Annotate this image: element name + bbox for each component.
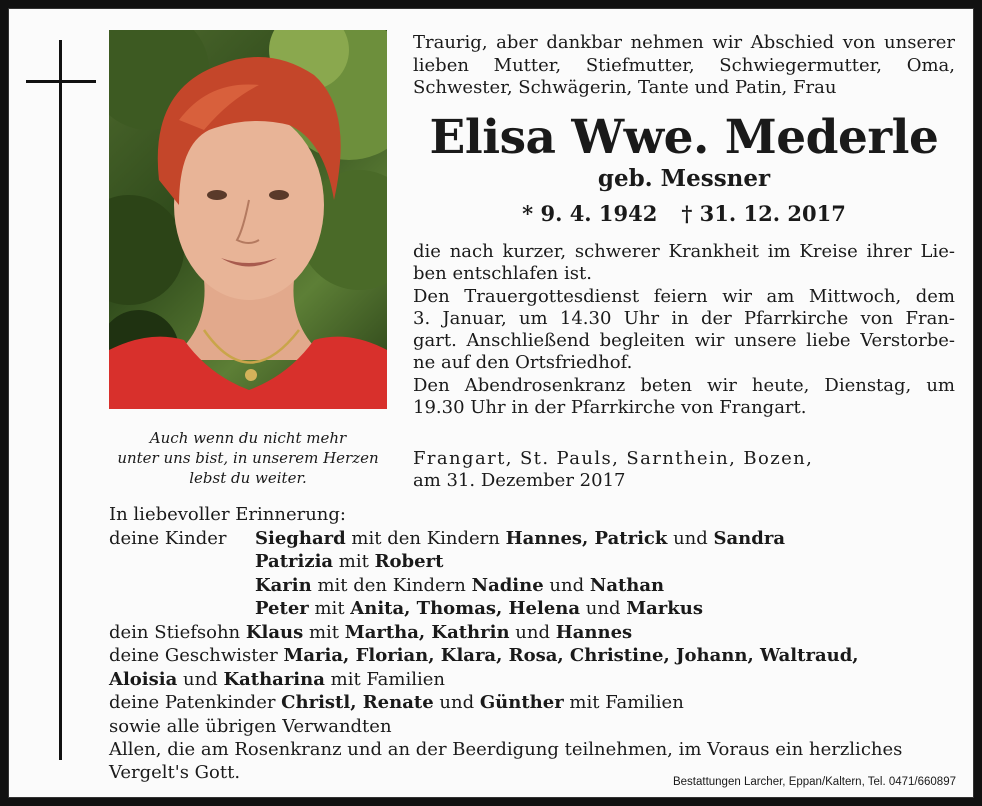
text-line: ne auf den Ortsfriedhof. — [413, 352, 633, 374]
child-row: deine Kinder Sieghard mit den Kindern Hannes, Patrick und Sandra — [109, 527, 785, 549]
godchildren-row: deine Patenkinder Christl, Renate und Günther mit Familien — [109, 692, 684, 713]
family-intro: In liebevoller Erinnerung: — [109, 504, 346, 525]
death-date: † 31. 12. 2017 — [681, 201, 846, 226]
memorial-quote — [109, 428, 387, 488]
child-row: Karin mit den Kindern Nadine und Nathan — [255, 574, 665, 596]
places: Frangart, St. Pauls, Sarnthein, Bozen, — [413, 448, 814, 469]
quote-line: unter uns bist, in unserem Herzen — [117, 449, 379, 467]
life-dates — [413, 199, 955, 229]
date-line: am 31. Dezember 2017 — [413, 470, 626, 492]
others-row: sowie alle übrigen Verwandten — [109, 715, 392, 737]
maiden-name: geb. Messner — [597, 165, 771, 192]
cross-icon-bar — [26, 80, 96, 83]
cross-icon — [59, 40, 62, 760]
text-line: 3. Januar, um 14.30 Uhr in der Pfarrkirche von Fran- — [413, 307, 955, 329]
funeral-home-credit: Bestattungen Larcher, Eppan/Kaltern, Tel. 0471/660897 — [672, 776, 956, 788]
siblings-row-cont: Aloisia und Katharina mit Familien — [109, 668, 445, 690]
text-line: die nach kurzer, schwerer Krankheit im Kreise ihrer Lie- — [413, 241, 955, 262]
closing-line: Allen, die am Rosenkranz und an der Beerdigung teilnehmen, im Voraus ein herzliches — [109, 739, 903, 760]
text-line: Den Trauergottesdienst feiern wir am Mittwoch, dem — [413, 285, 955, 307]
deceased-name: Elisa Wwe. Mederle — [429, 110, 939, 165]
stepson-row: dein Stiefsohn Klaus mit Martha, Kathrin und Hannes — [109, 621, 633, 643]
child-row: Peter mit Anita, Thomas, Helena und Markus — [255, 598, 703, 619]
text-line: 19.30 Uhr in der Pfarrkirche von Frangart. — [413, 397, 807, 419]
text-line: Den Abendrosenkranz beten wir heute, Dienstag, um — [413, 374, 955, 396]
text-line: ben entschlafen ist. — [413, 263, 592, 285]
birth-date: * 9. 4. 1942 — [522, 201, 658, 226]
siblings-row: deine Geschwister Maria, Florian, Klara, Rosa, Christine, Johann, Waltraud, — [109, 645, 859, 666]
intro-line: Schwester, Schwägerin, Tante und Patin, Frau — [413, 77, 837, 98]
intro-line: Traurig, aber dankbar nehmen wir Abschied von unserer — [413, 32, 955, 53]
quote-line: Auch wenn du nicht mehr — [149, 429, 347, 447]
quote-line: lebst du weiter. — [189, 469, 307, 487]
place-and-date — [413, 448, 873, 493]
intro-text — [413, 32, 955, 100]
closing-line: Vergelt's Gott. — [109, 761, 241, 783]
intro-line: lieben Mutter, Stiefmutter, Schwiegermutter, Oma, — [413, 54, 955, 76]
kinder-label: deine Kinder — [109, 527, 227, 549]
family-list — [109, 503, 959, 738]
portrait-photo — [109, 30, 387, 409]
announcement-text — [413, 241, 955, 419]
child-row: Patrizia mit Robert — [255, 551, 444, 572]
text-line: gart. Anschließend begleiten wir unsere liebe Verstorbe- — [413, 330, 955, 352]
